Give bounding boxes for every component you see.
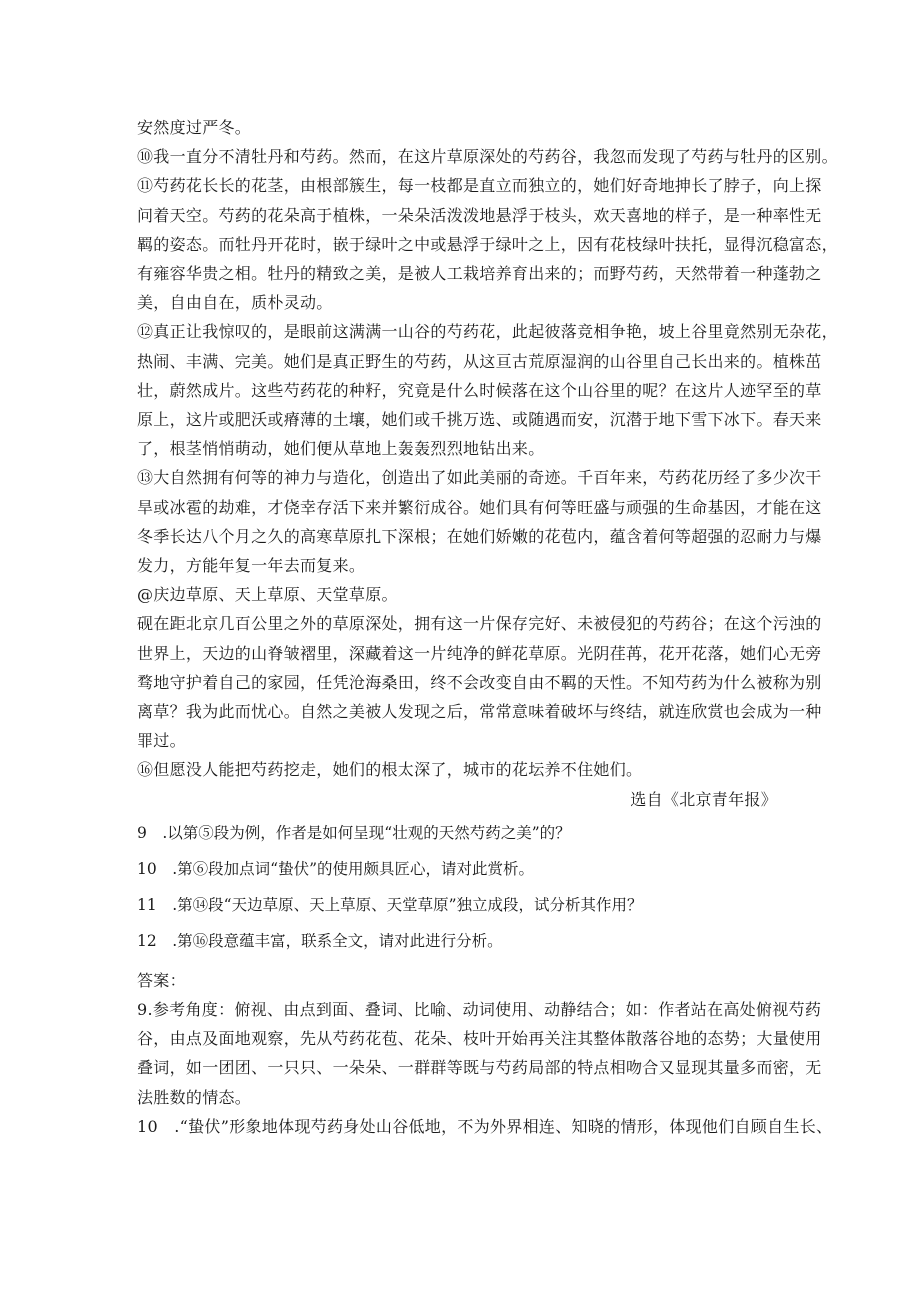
paragraph-line: ⑬大自然拥有何等的神力与造化，创造出了如此美丽的奇迹。千百年来，芍药花历经了多少次干 [137, 468, 822, 488]
question-item: 9 .以第⑤段为例，作者是如何呈现“壮观的天然芍药之美”的？ [137, 823, 571, 842]
paragraph-line: 砚在距北京几百公里之外的草原深处，拥有这一片保存完好、未被侵犯的芍药谷；在这个污浊的 [137, 614, 822, 634]
paragraph-line: 世界上，天边的山脊皱褶里，深藏着这一片纯净的鲜花草原。光阴荏苒，花开花落，她们心无旁 [137, 643, 822, 663]
paragraph-line: ⑪芍药花长长的花茎，由根部簇生，每一枝都是直立而独立的，她们好奇地抻长了脖子，向上探 [137, 176, 822, 196]
answers-heading: 答案： [137, 970, 186, 990]
passage-paragraph-16: ⑯但愿没人能把芍药挖走，她们的根太深了，城市的花坛养不住她们。 [137, 760, 643, 780]
passage-paragraph-13 [137, 463, 822, 580]
paragraph-line: 羁的姿态。而牡丹开花时，嵌于绿叶之中或悬浮于绿叶之上，因有花枝绿叶扶托，显得沉稳富态， [137, 234, 838, 254]
answer-line: 9.参考角度：俯视、由点到面、叠词、比喻、动词使用、动静结合；如：作者站在高处俯视芍药 [137, 1000, 822, 1020]
paragraph-line: 壮，蔚然成片。这些芍药花的种籽，究竟是什么时候落在这个山谷里的呢？在这片人迹罕至的草 [137, 380, 822, 400]
paragraph-line: 美，自由自在，质朴灵动。 [137, 293, 333, 313]
paragraph-line: 热闹、丰满、完美。她们是真正野生的芍药，从这亘古荒原湿润的山谷里自己长出来的。植株茁 [137, 351, 822, 371]
passage-paragraph-tail: 安然度过严冬。 [137, 118, 252, 137]
question-item: 11 .第⑭段“天边草原、天上草原、天堂草原”独立成段，试分析其作用？ [137, 895, 643, 914]
paragraph-line: 冬季长达八个月之久的高寒草原扎下深根；在她们娇嫩的花苞内，蕴含着何等超强的忍耐力与爆 [137, 526, 822, 546]
paragraph-line: 问着天空。芍药的花朵高于植株，一朵朵活泼泼地悬浮于枝头，欢天喜地的样子，是一种率性无 [137, 205, 822, 225]
paragraph-line: 有雍容华贵之相。牡丹的精致之美，是被人工栽培养育出来的；而野芍药，天然带着一种蓬勃之 [137, 264, 822, 284]
paragraph-line: 罪过。 [137, 731, 186, 751]
paragraph-line: 了，根茎悄悄萌动，她们便从草地上轰轰烈烈地钻出来。 [137, 439, 545, 459]
source-citation: 选自《北京青年报》 [630, 789, 777, 809]
answer-line: 叠词，如一团团、一只只、一朵朵、一群群等既与芍药局部的特点相吻合又显现其量多而密，无 [137, 1058, 822, 1078]
document-page [137, 113, 838, 1141]
answer-9 [137, 995, 822, 1112]
passage-paragraph-10: ⑩我一直分不清牡丹和芍药。然而，在这片草原深处的芍药谷，我忽而发现了芍药与牡丹的区别。 [137, 147, 838, 167]
question-item: 10 .第⑥段加点词“蛰伏”的使用颇具匠心，请对此赏析。 [137, 859, 535, 878]
paragraph-line: 骛地守护着自己的家园，任凭沧海桑田，终不会改变自由不羁的天性。不知芍药为什么被称为别 [137, 672, 822, 692]
paragraph-line: 旱或冰雹的劫难，才侥幸存活下来并繁衍成谷。她们具有何等旺盛与顽强的生命基因，才能在这 [137, 497, 822, 517]
paragraph-line: 离草？我为此而忧心。自然之美被人发现之后，常常意味着破坏与终结，就连欣赏也会成为一种 [137, 702, 822, 722]
paragraph-line: 原上，这片或肥沃或瘠薄的土壤，她们或千挑万选、或随遇而安，沉潜于地下雪下冰下。春天来 [137, 410, 822, 430]
passage-paragraph-14: @庆边草原、天上草原、天堂草原。 [137, 585, 398, 605]
passage-paragraph-15 [137, 609, 822, 755]
answer-line: 法胜数的情态。 [137, 1087, 252, 1107]
answer-10: 10 .“蛰伏”形象地体现芍药身处山谷低地，不为外界相连、知晓的情形，体现他们自顾自生长、 [137, 1116, 833, 1136]
question-list [137, 819, 783, 956]
passage-paragraph-12 [137, 317, 838, 463]
answer-line: 谷，由点及面地观察，先从芍药花苞、花朵、枝叶开始再关注其整体散落谷地的态势；大量使用 [137, 1029, 822, 1049]
paragraph-line: 发力，方能年复一年去而复来。 [137, 556, 366, 576]
question-item: 12 .第⑯段意蕴丰富，联系全文，请对此进行分析。 [137, 931, 503, 950]
paragraph-line: ⑫真正让我惊叹的，是眼前这满满一山谷的芍药花，此起彼落竞相争艳，坡上谷里竟然别无杂花， [137, 322, 838, 342]
passage-paragraph-11 [137, 171, 838, 317]
